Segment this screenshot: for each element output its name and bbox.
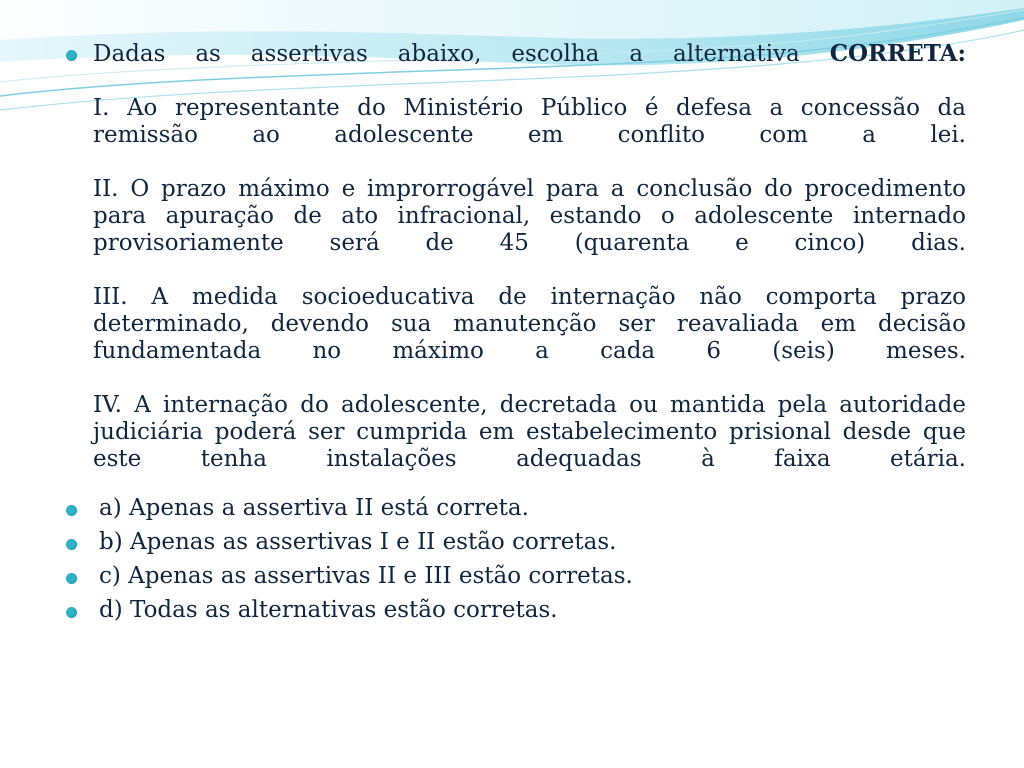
bullet-icon [66, 573, 77, 584]
option-label: b) Apenas as assertivas I e II estão corretas. [99, 529, 617, 555]
bullet-icon [66, 50, 77, 61]
slide-content [66, 40, 966, 647]
question-intro: Dadas as assertivas abaixo, escolha a alternativa [93, 41, 830, 67]
question-heading [93, 40, 966, 68]
option-label: c) Apenas as assertivas II e III estão corretas. [99, 563, 633, 589]
option-a [66, 495, 966, 522]
options-list [66, 495, 966, 624]
question-block [66, 40, 966, 473]
option-b [66, 529, 966, 556]
bullet-icon [66, 505, 77, 516]
question-emphasis: CORRETA: [829, 40, 966, 67]
assertion-1: I. Ao representante do Ministério Público é defesa a concessão da remissão ao adolescente em conflito com a lei. [93, 95, 966, 148]
option-label: a) Apenas a assertiva II está correta. [99, 495, 529, 521]
bullet-icon [66, 607, 77, 618]
option-c [66, 563, 966, 590]
option-d [66, 597, 966, 624]
assertion-2: II. O prazo máximo e improrrogável para a conclusão do procedimento para apuração de ato infracional, estando o adolescente internado provisoriamente será de 45 (quarenta e cinco) dias. [93, 176, 966, 256]
bullet-icon [66, 539, 77, 550]
assertion-4: IV. A internação do adolescente, decretada ou mantida pela autoridade judiciária poderá ser cumprida em estabelecimento prisional desde que este tenha instalações adequadas à faixa etária. [93, 392, 966, 472]
assertion-3: III. A medida socioeducativa de internação não comporta prazo determinado, devendo sua manutenção ser reavaliada em decisão fundamentada no máximo a cada 6 (seis) meses. [93, 284, 966, 364]
option-label: d) Todas as alternativas estão corretas. [99, 597, 558, 623]
